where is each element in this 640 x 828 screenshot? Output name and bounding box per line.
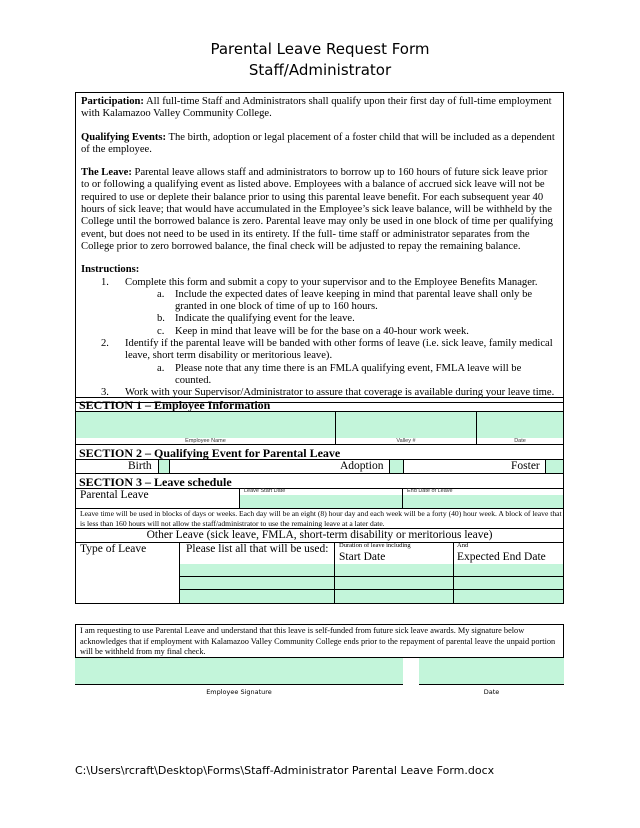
instruction-subitem xyxy=(101,313,558,325)
instruction-number: 2. xyxy=(101,338,109,350)
employee-name-field[interactable] xyxy=(76,412,335,438)
instruction-text: Identify if the parental leave will be banded with other forms of leave (i.e. sick leave, family medical leave, short term disability or meritorious leave). xyxy=(125,338,553,362)
birth-label: Birth xyxy=(128,460,152,472)
employee-signature-field[interactable] xyxy=(75,658,403,685)
file-path-footer: C:\Users\rcraft\Desktop\Forms\Staff-Administrator Parental Leave Form.docx xyxy=(75,764,495,777)
leave-text: Parental leave allows staff and administrators to borrow up to 160 hours of future sick leave prior to or following a qualifying event as listed above. Employees with a balance of accrued sick leave will not be required to use or deplete their balance prior to using this parental leave benefit. For each subsequent year 40 hours of sick leave; that would have accumulated in the Employee’s sick leave balance, will be withheld by the College until the borrowed balance is zero. Parental leave may only be used in one block of time per qualifying event, but does not need to be used in its entirety. If the full- time staff or administrator separates from the College prior to zero borrowed balance, the final check will be adjusted to repay the remaining balance. xyxy=(81,167,553,252)
signature-date-field[interactable] xyxy=(419,658,564,685)
start-date-label: Start Date xyxy=(339,551,386,563)
type-of-leave-label: Type of Leave xyxy=(80,543,147,555)
other-leave-row-3-list[interactable] xyxy=(180,590,334,603)
and-label: And xyxy=(457,542,469,549)
foster-checkbox[interactable] xyxy=(545,460,563,473)
instructions-list xyxy=(81,277,558,400)
instruction-subitem xyxy=(101,363,558,388)
other-leave-row-1-start[interactable] xyxy=(335,564,453,576)
subitem-text: Keep in mind that leave will be for the base on a 40-hour work week. xyxy=(175,325,469,337)
instructions-label xyxy=(81,264,558,276)
subitem-text: Indicate the qualifying event for the leave. xyxy=(175,313,355,325)
other-leave-row-1-list[interactable] xyxy=(180,564,334,576)
signature-date-label: Date xyxy=(483,688,500,696)
other-leave-row-1-end[interactable] xyxy=(454,564,563,576)
employee-signature-label: Employee Signature xyxy=(206,688,272,696)
leave-note: Leave time will be used in blocks of days or weeks. Each day will be an eight (8) hour day and each week will be a forty (40) hour week. A block of leave that is less than 160 hours will not allow the staff/administrator to use the remaining leave at a later date. xyxy=(80,509,562,528)
subitem-letter: b. xyxy=(157,313,165,325)
other-leave-row-2-start[interactable] xyxy=(335,577,453,589)
instruction-subitem xyxy=(101,326,558,338)
section3-table xyxy=(75,473,564,604)
other-leave-row-3-start[interactable] xyxy=(335,590,453,603)
qualifying-paragraph xyxy=(81,132,558,157)
other-leave-row-2-list[interactable] xyxy=(180,577,334,589)
instruction-number: 3. xyxy=(101,387,109,399)
duration-label: Duration of leave including xyxy=(339,542,411,549)
expected-end-label: Expected End Date xyxy=(457,551,546,563)
section1-table xyxy=(75,397,564,445)
qualifying-label: Qualifying Events: xyxy=(81,131,167,143)
subitem-text: Please note that any time there is an FMLA qualifying event, FMLA leave will be counted. xyxy=(175,362,522,386)
intro-box xyxy=(75,92,564,403)
subitem-letter: a. xyxy=(157,288,165,300)
birth-checkbox[interactable] xyxy=(158,460,170,473)
other-leave-row-2-end[interactable] xyxy=(454,577,563,589)
date-field[interactable] xyxy=(477,412,563,438)
signature-statement: I am requesting to use Parental Leave and understand that this leave is self-funded from future sick leave awards. My signature below acknowledges that if employment with Kalamazoo Valley Community College ends prior to the repayment of parental leave the unpaid portion will be withheld from my final check. xyxy=(80,626,556,656)
parental-leave-label: Parental Leave xyxy=(80,489,149,501)
employee-name-label: Employee Name xyxy=(185,438,226,444)
other-leave-row-3-end[interactable] xyxy=(454,590,563,603)
instruction-text: Complete this form and submit a copy to your supervisor and to the Employee Benefits Manager. xyxy=(125,276,538,288)
subitem-letter: c. xyxy=(157,325,165,337)
participation-text: All full-time Staff and Administrators shall qualify upon their first day of full-time employment with Kalamazoo Valley Community College. xyxy=(81,96,552,120)
foster-label: Foster xyxy=(511,460,540,472)
adoption-checkbox[interactable] xyxy=(389,460,404,473)
section3-header: SECTION 3 – Leave schedule xyxy=(79,475,232,489)
instruction-item xyxy=(101,277,558,289)
leave-start-label: Leave Start Date xyxy=(244,488,286,494)
instructions-label-text: Instructions: xyxy=(81,264,140,276)
leave-start-field[interactable] xyxy=(240,495,402,508)
form-subtitle: Staff/Administrator xyxy=(248,61,392,79)
participation-label: Participation: xyxy=(81,96,144,107)
instruction-item xyxy=(101,338,558,363)
valley-number-field[interactable] xyxy=(336,412,476,438)
adoption-label: Adoption xyxy=(340,460,384,472)
section1-header: SECTION 1 – Employee Information xyxy=(79,398,271,412)
participation-paragraph xyxy=(81,96,558,121)
signature-statement-box xyxy=(75,624,564,658)
leave-end-field[interactable] xyxy=(403,495,563,508)
instruction-text: Work with your Supervisor/Administrator to assure that coverage is available during your leave time. xyxy=(125,387,555,399)
valley-number-label: Valley # xyxy=(396,438,416,444)
qualifying-text: The birth, adoption or legal placement of a foster child that will be included as a dependent of the employee. xyxy=(81,131,555,155)
form-title: Parental Leave Request Form xyxy=(210,40,430,58)
please-list-label: Please list all that will be used: xyxy=(186,543,329,555)
subitem-text: Include the expected dates of leave keeping in mind that parental leave shall only be granted in one block of time of up to 160 hours. xyxy=(175,288,533,313)
section2-header: SECTION 2 – Qualifying Event for Parental Leave xyxy=(79,446,341,460)
date-label: Date xyxy=(514,438,526,444)
instruction-number: 1. xyxy=(101,276,109,288)
leave-label: The Leave: xyxy=(81,167,132,179)
leave-end-label: End Date of Leave xyxy=(407,488,453,494)
other-leave-header: Other Leave (sick leave, FMLA, short-term disability or meritorious leave) xyxy=(146,529,493,541)
subitem-letter: a. xyxy=(157,362,165,374)
leave-paragraph xyxy=(81,167,558,253)
instruction-subitem xyxy=(101,289,558,314)
section2-table xyxy=(75,444,564,474)
